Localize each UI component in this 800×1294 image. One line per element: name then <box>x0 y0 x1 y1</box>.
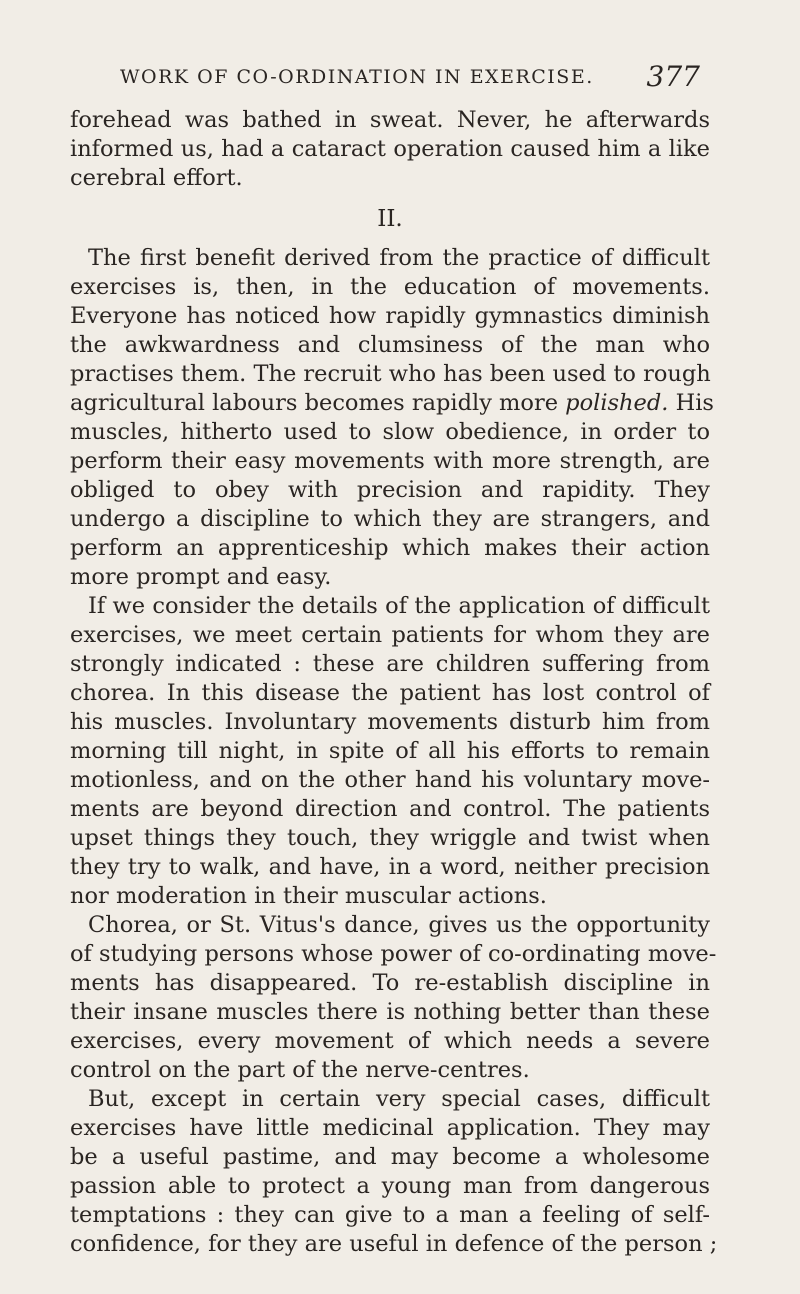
text-line: the awkwardness and clumsiness of the man who <box>70 332 710 358</box>
paragraph-intro <box>70 106 710 193</box>
text-line: confidence, for they are useful in defence of the person ; <box>70 1231 718 1257</box>
text-line: undergo a discipline to which they are strangers, and <box>70 506 710 532</box>
text-segment: His <box>668 390 714 416</box>
text-line: chorea. In this disease the patient has lost control of <box>70 680 710 706</box>
text-line: more prompt and easy. <box>70 564 332 590</box>
text-line: passion able to protect a young man from dangerous <box>70 1173 710 1199</box>
text-line: be a useful pastime, and may become a wholesome <box>70 1144 710 1170</box>
text-line: practises them. The recruit who has been used to rough <box>70 361 711 387</box>
text-line: exercises have little medicinal application. They may <box>70 1115 710 1141</box>
text-line: strongly indicated : these are children suffering from <box>70 651 710 677</box>
text-line: Everyone has noticed how rapidly gymnastics diminish <box>70 303 710 329</box>
text-line: they try to walk, and have, in a word, neither precision <box>70 854 710 880</box>
text-line: their insane muscles there is nothing better than these <box>70 999 710 1025</box>
page-number: 377 <box>646 60 700 93</box>
text-line: of studying persons whose power of co-ordinating move- <box>70 941 717 967</box>
paragraph-1 <box>70 244 714 592</box>
text-line: exercises, we meet certain patients for whom they are <box>70 622 710 648</box>
paragraph-3 <box>70 911 717 1085</box>
text-line: muscles, hitherto used to slow obedience, in order to <box>70 419 710 445</box>
text-line: exercises, every movement of which needs a severe <box>70 1028 710 1054</box>
text-line: obliged to obey with precision and rapidity. They <box>70 477 710 503</box>
text-line: perform their easy movements with more strength, are <box>70 448 710 474</box>
text-line: exercises is, then, in the education of movements. <box>70 274 710 300</box>
running-title: WORK OF CO-ORDINATION IN EXERCISE. <box>120 66 594 88</box>
body-text <box>70 106 718 1259</box>
text-line-with-italic <box>70 389 714 418</box>
text-line: nor moderation in their muscular actions. <box>70 883 547 909</box>
text-line: ments are beyond direction and control. The patients <box>70 796 710 822</box>
text-line: ments has disappeared. To re-establish discipline in <box>70 970 710 996</box>
text-line: forehead was bathed in sweat. Never, he afterwards <box>70 107 710 133</box>
text-line: morning till night, in spite of all his efforts to remain <box>70 738 710 764</box>
text-line: cerebral effort. <box>70 165 243 191</box>
text-line: informed us, had a cataract operation caused him a like <box>70 136 710 162</box>
text-line: perform an apprenticeship which makes their action <box>70 535 710 561</box>
text-line: control on the part of the nerve-centres. <box>70 1057 530 1083</box>
text-line: But, except in certain very special cases, difficult <box>88 1086 710 1112</box>
text-line: temptations : they can give to a man a feeling of self- <box>70 1202 710 1228</box>
italic-word: polished. <box>565 390 669 416</box>
section-heading: II. <box>377 206 403 232</box>
text-segment: agricultural labours becomes rapidly more <box>70 390 566 416</box>
text-line: If we consider the details of the application of difficult <box>88 593 710 619</box>
running-head <box>120 60 700 96</box>
text-line: Chorea, or St. Vitus's dance, gives us the opportunity <box>88 912 710 938</box>
text-line: his muscles. Involuntary movements disturb him from <box>70 709 710 735</box>
text-line: The first benefit derived from the practice of difficult <box>88 245 710 271</box>
paragraph-2 <box>70 592 710 911</box>
text-line: motionless, and on the other hand his voluntary move- <box>70 767 710 793</box>
text-line: upset things they touch, they wriggle and twist when <box>70 825 710 851</box>
paragraph-4 <box>70 1085 718 1259</box>
